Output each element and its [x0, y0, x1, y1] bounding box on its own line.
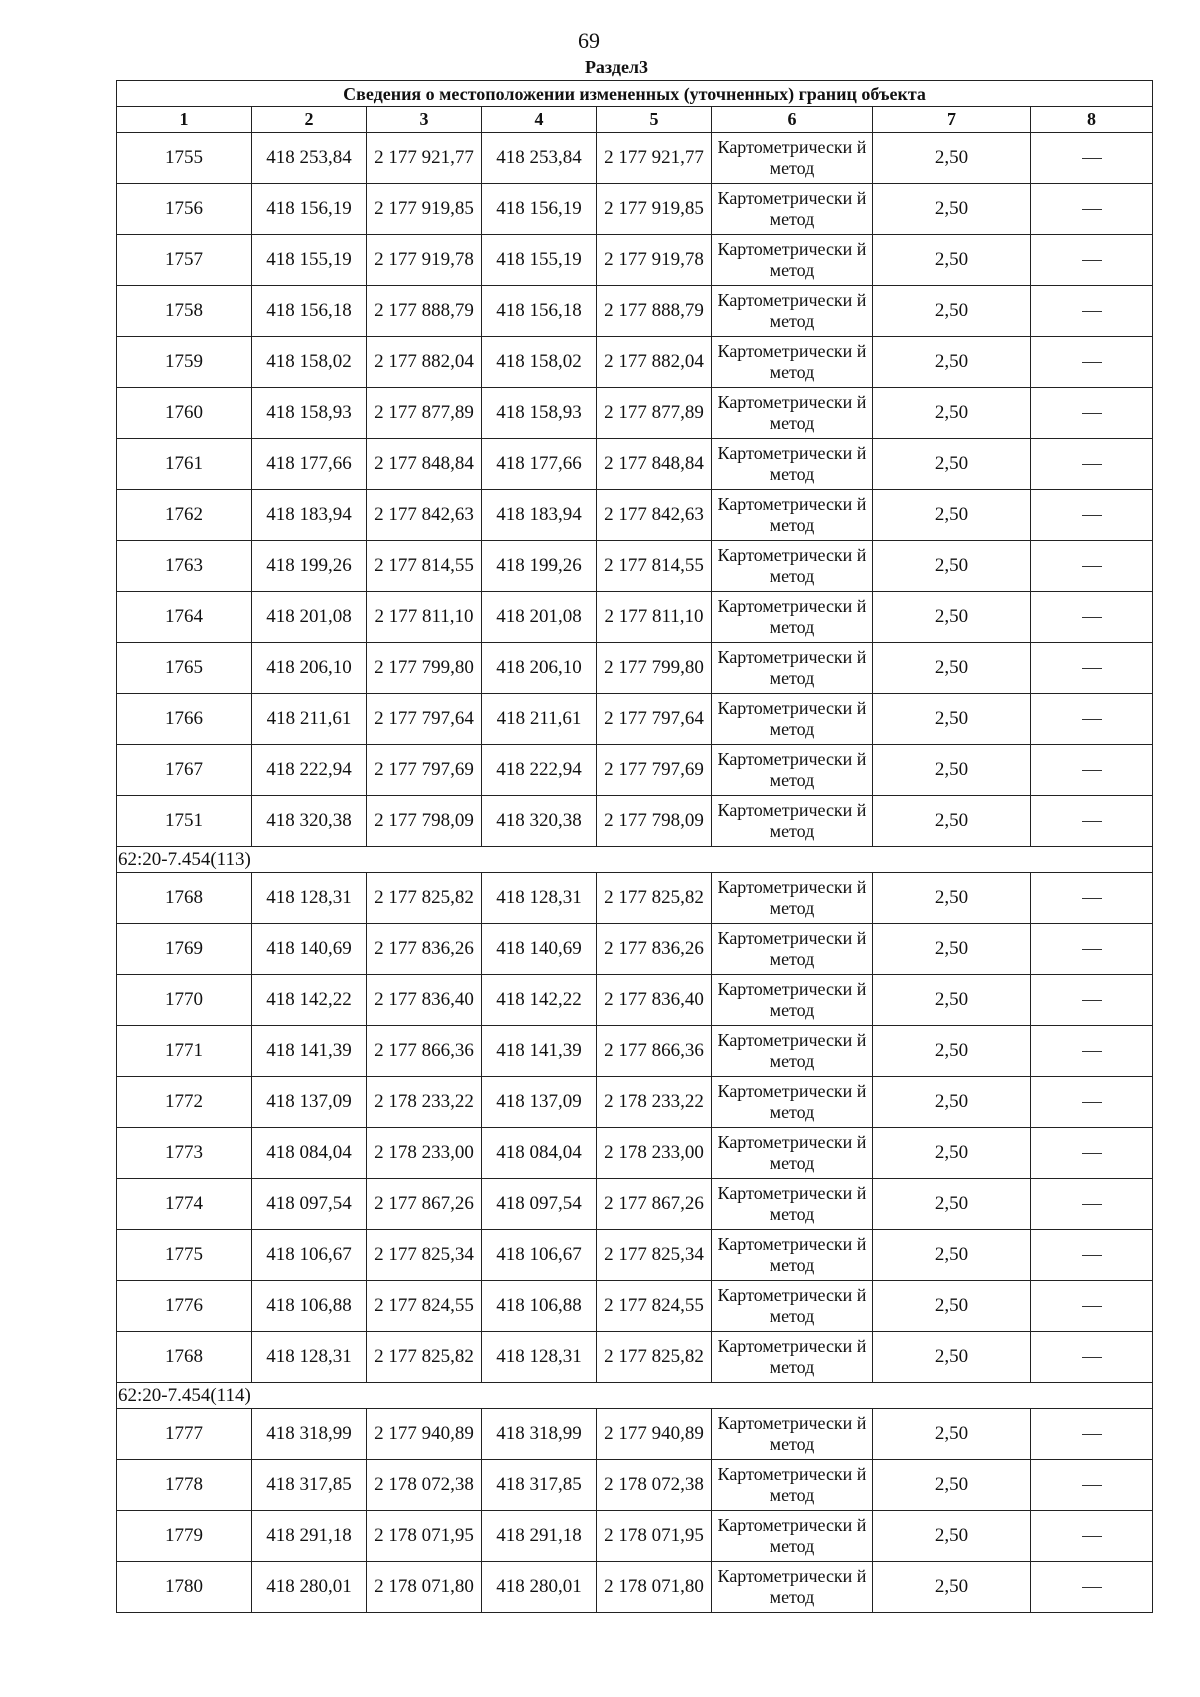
table-row [117, 694, 1153, 745]
table-row [117, 439, 1153, 490]
dash-mark [1082, 362, 1102, 363]
table-cell: Картометрически й метод [712, 1026, 873, 1077]
empty-value-cell [1031, 1077, 1153, 1128]
table-cell: 2,50 [873, 796, 1031, 847]
table-cell: 2 177 848,84 [597, 439, 712, 490]
table-cell: 418 155,19 [482, 235, 597, 286]
table-cell: 418 177,66 [482, 439, 597, 490]
table-cell: 418 156,18 [252, 286, 367, 337]
table-cell: 2 177 797,69 [597, 745, 712, 796]
dash-mark [1082, 1357, 1102, 1358]
table-cell: 2 177 798,09 [367, 796, 482, 847]
table-row [117, 1281, 1153, 1332]
table-cell: 2,50 [873, 1077, 1031, 1128]
table-cell: 2 177 919,78 [597, 235, 712, 286]
table-cell: 418 158,02 [482, 337, 597, 388]
table-cell: 418 211,61 [482, 694, 597, 745]
empty-value-cell [1031, 184, 1153, 235]
table-cell: 1761 [117, 439, 252, 490]
table-cell: 1780 [117, 1562, 252, 1613]
table-cell: 2 177 799,80 [597, 643, 712, 694]
empty-value-cell [1031, 1128, 1153, 1179]
table-cell: 418 128,31 [482, 873, 597, 924]
table-cell: 1771 [117, 1026, 252, 1077]
table-cell: 2 177 811,10 [597, 592, 712, 643]
table-cell: 418 128,31 [482, 1332, 597, 1383]
table-cell: 2 178 071,95 [597, 1511, 712, 1562]
table-cell: 1773 [117, 1128, 252, 1179]
table-cell: 418 140,69 [252, 924, 367, 975]
table-cell: 2,50 [873, 1179, 1031, 1230]
dash-mark [1082, 311, 1102, 312]
table-cell: 418 183,94 [482, 490, 597, 541]
column-header: 2 [252, 107, 367, 133]
dash-mark [1082, 1204, 1102, 1205]
table-cell: 2 177 842,63 [597, 490, 712, 541]
table-cell: 2,50 [873, 975, 1031, 1026]
table-cell: 418 106,88 [482, 1281, 597, 1332]
table-cell: 418 158,02 [252, 337, 367, 388]
empty-value-cell [1031, 592, 1153, 643]
empty-value-cell [1031, 1230, 1153, 1281]
empty-value-cell [1031, 643, 1153, 694]
empty-value-cell [1031, 337, 1153, 388]
table-cell: 1768 [117, 1332, 252, 1383]
table-cell: Картометрически й метод [712, 643, 873, 694]
empty-value-cell [1031, 924, 1153, 975]
table-cell: 1767 [117, 745, 252, 796]
table-cell: 2 177 836,40 [597, 975, 712, 1026]
table-cell: 2 177 940,89 [367, 1409, 482, 1460]
table-cell: 418 211,61 [252, 694, 367, 745]
table-cell: 2 177 825,82 [367, 1332, 482, 1383]
table-cell: 1757 [117, 235, 252, 286]
table-cell: 2,50 [873, 388, 1031, 439]
table-row [117, 924, 1153, 975]
table-row [117, 1026, 1153, 1077]
table-cell: Картометрически й метод [712, 490, 873, 541]
table-cell: Картометрически й метод [712, 873, 873, 924]
table-cell: 2 177 866,36 [597, 1026, 712, 1077]
table-cell: Картометрически й метод [712, 1179, 873, 1230]
table-cell: 418 128,31 [252, 873, 367, 924]
dash-mark [1082, 719, 1102, 720]
table-cell: 2,50 [873, 1409, 1031, 1460]
table-cell: 2 178 072,38 [367, 1460, 482, 1511]
table-cell: 1776 [117, 1281, 252, 1332]
empty-value-cell [1031, 873, 1153, 924]
table-row [117, 1409, 1153, 1460]
group-header-row [117, 1383, 1153, 1409]
table-row [117, 592, 1153, 643]
empty-value-cell [1031, 1562, 1153, 1613]
table-cell: 2 177 888,79 [597, 286, 712, 337]
table-cell: 1760 [117, 388, 252, 439]
table-cell: 418 280,01 [252, 1562, 367, 1613]
table-cell: 2 178 071,80 [597, 1562, 712, 1613]
group-label: 62:20-7.454(114) [117, 1383, 1153, 1409]
table-cell: 418 158,93 [252, 388, 367, 439]
dash-mark [1082, 898, 1102, 899]
table-header-row [117, 107, 1153, 133]
table-cell: 2 177 919,85 [367, 184, 482, 235]
table-cell: Картометрически й метод [712, 924, 873, 975]
table-cell: 418 140,69 [482, 924, 597, 975]
section-title: Раздел3 [584, 57, 649, 77]
table-row [117, 235, 1153, 286]
empty-value-cell [1031, 694, 1153, 745]
table-cell: 2,50 [873, 1026, 1031, 1077]
table-cell: 2 177 921,77 [597, 133, 712, 184]
table-cell: 2,50 [873, 541, 1031, 592]
table-cell: Картометрически й метод [712, 439, 873, 490]
table-cell: 418 183,94 [252, 490, 367, 541]
table-cell: 1764 [117, 592, 252, 643]
table-cell: 2 178 233,22 [367, 1077, 482, 1128]
table-cell: Картометрически й метод [712, 745, 873, 796]
table-cell: 418 222,94 [482, 745, 597, 796]
table-cell: 418 222,94 [252, 745, 367, 796]
dash-mark [1082, 413, 1102, 414]
dash-mark [1082, 464, 1102, 465]
table-cell: 418 317,85 [252, 1460, 367, 1511]
empty-value-cell [1031, 796, 1153, 847]
table-cell: 418 141,39 [252, 1026, 367, 1077]
table-cell: 418 199,26 [482, 541, 597, 592]
table-cell: 1755 [117, 133, 252, 184]
table-cell: 1751 [117, 796, 252, 847]
dash-mark [1082, 617, 1102, 618]
table-row [117, 388, 1153, 439]
table-cell: 418 142,22 [482, 975, 597, 1026]
table-cell: 2,50 [873, 439, 1031, 490]
table-cell: 418 199,26 [252, 541, 367, 592]
table-cell: 1772 [117, 1077, 252, 1128]
empty-value-cell [1031, 388, 1153, 439]
table-cell: 2,50 [873, 924, 1031, 975]
table-cell: 418 097,54 [252, 1179, 367, 1230]
column-header: 1 [117, 107, 252, 133]
table-cell: 418 158,93 [482, 388, 597, 439]
table-cell: Картометрически й метод [712, 1460, 873, 1511]
table-cell: Картометрически й метод [712, 235, 873, 286]
table-cell: Картометрически й метод [712, 1332, 873, 1383]
table-cell: 1765 [117, 643, 252, 694]
table-cell: 418 106,67 [482, 1230, 597, 1281]
table-cell: 2,50 [873, 1281, 1031, 1332]
table-cell: Картометрически й метод [712, 1281, 873, 1332]
table-cell: 418 128,31 [252, 1332, 367, 1383]
table-cell: 2,50 [873, 643, 1031, 694]
table-cell: 2 177 797,69 [367, 745, 482, 796]
table-cell: 418 317,85 [482, 1460, 597, 1511]
table-cell: 2 177 836,26 [367, 924, 482, 975]
table-cell: 2 177 866,36 [367, 1026, 482, 1077]
table-row [117, 1230, 1153, 1281]
table-cell: Картометрически й метод [712, 1230, 873, 1281]
empty-value-cell [1031, 133, 1153, 184]
table-cell: 418 106,67 [252, 1230, 367, 1281]
table-row [117, 1128, 1153, 1179]
table-cell: 2,50 [873, 490, 1031, 541]
table-caption: Сведения о местоположении измененных (уточненных) границ объекта [117, 81, 1153, 107]
dash-mark [1082, 1153, 1102, 1154]
table-cell: 1762 [117, 490, 252, 541]
table-cell: 2,50 [873, 1511, 1031, 1562]
empty-value-cell [1031, 439, 1153, 490]
table-cell: 2 177 919,78 [367, 235, 482, 286]
table-cell: 2,50 [873, 133, 1031, 184]
table-cell: 2 177 814,55 [367, 541, 482, 592]
table-cell: 2 177 814,55 [597, 541, 712, 592]
empty-value-cell [1031, 1460, 1153, 1511]
table-cell: 418 318,99 [252, 1409, 367, 1460]
table-cell: 2 177 882,04 [367, 337, 482, 388]
table-cell: Картометрически й метод [712, 1077, 873, 1128]
dash-mark [1082, 1102, 1102, 1103]
dash-mark [1082, 566, 1102, 567]
table-cell: 418 177,66 [252, 439, 367, 490]
table-cell: Картометрически й метод [712, 1511, 873, 1562]
table-cell: 2 177 848,84 [367, 439, 482, 490]
table-cell: Картометрически й метод [712, 541, 873, 592]
boundary-table [116, 80, 1153, 1613]
table-cell: 2 177 797,64 [367, 694, 482, 745]
table-cell: 418 155,19 [252, 235, 367, 286]
table-cell: 2 177 882,04 [597, 337, 712, 388]
table-cell: 2 177 921,77 [367, 133, 482, 184]
dash-mark [1082, 1587, 1102, 1588]
table-cell: 2,50 [873, 337, 1031, 388]
table-cell: 418 206,10 [252, 643, 367, 694]
table-cell: 2 177 940,89 [597, 1409, 712, 1460]
table-cell: 2 177 798,09 [597, 796, 712, 847]
table-cell: 2,50 [873, 694, 1031, 745]
table-body [117, 133, 1153, 1613]
table-cell: 2,50 [873, 1128, 1031, 1179]
table-cell: 418 137,09 [482, 1077, 597, 1128]
table-row [117, 1179, 1153, 1230]
table-cell: 2 177 825,82 [367, 873, 482, 924]
table-cell: 1779 [117, 1511, 252, 1562]
table-cell: 2 178 071,95 [367, 1511, 482, 1562]
table-cell: 2 177 825,34 [597, 1230, 712, 1281]
table-cell: 1763 [117, 541, 252, 592]
empty-value-cell [1031, 1179, 1153, 1230]
table-cell: 2 177 836,26 [597, 924, 712, 975]
table-cell: 1777 [117, 1409, 252, 1460]
table-cell: 2 177 842,63 [367, 490, 482, 541]
table-cell: 418 156,18 [482, 286, 597, 337]
table-cell: 2 177 825,82 [597, 873, 712, 924]
page-number: 69 [578, 28, 600, 53]
empty-value-cell [1031, 975, 1153, 1026]
table-cell: 418 291,18 [482, 1511, 597, 1562]
table-row [117, 643, 1153, 694]
column-header: 7 [873, 107, 1031, 133]
table-cell: Картометрически й метод [712, 337, 873, 388]
empty-value-cell [1031, 490, 1153, 541]
table-cell: 1775 [117, 1230, 252, 1281]
table-cell: 2 177 877,89 [367, 388, 482, 439]
table-cell: 418 156,19 [482, 184, 597, 235]
table-cell: 2,50 [873, 286, 1031, 337]
empty-value-cell [1031, 1511, 1153, 1562]
dash-mark [1082, 668, 1102, 669]
table-cell: 418 084,04 [482, 1128, 597, 1179]
empty-value-cell [1031, 286, 1153, 337]
dash-mark [1082, 1000, 1102, 1001]
table-cell: 418 084,04 [252, 1128, 367, 1179]
table-cell: 418 142,22 [252, 975, 367, 1026]
table-cell: 2 177 919,85 [597, 184, 712, 235]
table-row [117, 1460, 1153, 1511]
table-cell: 418 201,08 [482, 592, 597, 643]
table-cell: 2 177 811,10 [367, 592, 482, 643]
table-row [117, 1332, 1153, 1383]
table-cell: 1770 [117, 975, 252, 1026]
table-row [117, 337, 1153, 388]
empty-value-cell [1031, 541, 1153, 592]
table-cell: 2 177 799,80 [367, 643, 482, 694]
table-cell: Картометрически й метод [712, 1128, 873, 1179]
table-cell: Картометрически й метод [712, 796, 873, 847]
table-cell: 418 141,39 [482, 1026, 597, 1077]
dash-mark [1082, 158, 1102, 159]
table-cell: 418 201,08 [252, 592, 367, 643]
table-cell: 2 178 233,22 [597, 1077, 712, 1128]
table-cell: 1756 [117, 184, 252, 235]
table-cell: 2 177 836,40 [367, 975, 482, 1026]
table-cell: 418 106,88 [252, 1281, 367, 1332]
column-header: 8 [1031, 107, 1153, 133]
empty-value-cell [1031, 1281, 1153, 1332]
table-cell: 1778 [117, 1460, 252, 1511]
column-header: 5 [597, 107, 712, 133]
table-cell: 418 318,99 [482, 1409, 597, 1460]
table-cell: 2,50 [873, 235, 1031, 286]
table-cell: 2 178 233,00 [597, 1128, 712, 1179]
dash-mark [1082, 209, 1102, 210]
column-header: 3 [367, 107, 482, 133]
table-cell: 1768 [117, 873, 252, 924]
table-cell: 418 097,54 [482, 1179, 597, 1230]
dash-mark [1082, 1255, 1102, 1256]
dash-mark [1082, 515, 1102, 516]
table-cell: 1769 [117, 924, 252, 975]
table-cell: 2 177 825,82 [597, 1332, 712, 1383]
group-header-row [117, 847, 1153, 873]
table-cell: 2,50 [873, 1460, 1031, 1511]
column-header: 6 [712, 107, 873, 133]
group-label: 62:20-7.454(113) [117, 847, 1153, 873]
dash-mark [1082, 770, 1102, 771]
table-row [117, 745, 1153, 796]
table-cell: 2,50 [873, 1332, 1031, 1383]
dash-mark [1082, 821, 1102, 822]
table-cell: 418 320,38 [252, 796, 367, 847]
table-cell: 2 177 867,26 [597, 1179, 712, 1230]
table-cell: 1759 [117, 337, 252, 388]
table-row [117, 490, 1153, 541]
table-cell: 2,50 [873, 184, 1031, 235]
table-cell: Картометрически й метод [712, 286, 873, 337]
table-row [117, 1511, 1153, 1562]
dash-mark [1082, 1536, 1102, 1537]
table-cell: Картометрически й метод [712, 388, 873, 439]
table-cell: 2 177 824,55 [367, 1281, 482, 1332]
table-cell: Картометрически й метод [712, 1409, 873, 1460]
column-header: 4 [482, 107, 597, 133]
table-cell: 1758 [117, 286, 252, 337]
empty-value-cell [1031, 1409, 1153, 1460]
table-row [117, 873, 1153, 924]
table-cell: 418 280,01 [482, 1562, 597, 1613]
table-cell: Картометрически й метод [712, 1562, 873, 1613]
table-cell: 418 320,38 [482, 796, 597, 847]
table-row [117, 541, 1153, 592]
table-cell: 2 177 824,55 [597, 1281, 712, 1332]
table-row [117, 1562, 1153, 1613]
table-cell: 1774 [117, 1179, 252, 1230]
table-cell: 2 178 072,38 [597, 1460, 712, 1511]
table-cell: Картометрически й метод [712, 133, 873, 184]
empty-value-cell [1031, 235, 1153, 286]
table-cell: 2,50 [873, 1562, 1031, 1613]
table-cell: 418 253,84 [252, 133, 367, 184]
table-cell: 2 177 825,34 [367, 1230, 482, 1281]
table-row [117, 133, 1153, 184]
empty-value-cell [1031, 745, 1153, 796]
dash-mark [1082, 1306, 1102, 1307]
table-cell: 418 137,09 [252, 1077, 367, 1128]
table-cell: 418 156,19 [252, 184, 367, 235]
dash-mark [1082, 949, 1102, 950]
table-cell: 2 177 867,26 [367, 1179, 482, 1230]
empty-value-cell [1031, 1026, 1153, 1077]
table-row [117, 184, 1153, 235]
table-cell: Картометрически й метод [712, 694, 873, 745]
table-cell: 418 291,18 [252, 1511, 367, 1562]
empty-value-cell [1031, 1332, 1153, 1383]
table-row [117, 975, 1153, 1026]
table-cell: 418 253,84 [482, 133, 597, 184]
table-cell: 2,50 [873, 873, 1031, 924]
table-cell: 2,50 [873, 592, 1031, 643]
table-cell: 1766 [117, 694, 252, 745]
table-cell: Картометрически й метод [712, 184, 873, 235]
table-row [117, 796, 1153, 847]
table-cell: 2 177 888,79 [367, 286, 482, 337]
table-cell: 418 206,10 [482, 643, 597, 694]
table-row [117, 1077, 1153, 1128]
dash-mark [1082, 260, 1102, 261]
table-caption-row [117, 81, 1153, 107]
table-cell: Картометрически й метод [712, 592, 873, 643]
table-cell: Картометрически й метод [712, 975, 873, 1026]
table-cell: 2 178 233,00 [367, 1128, 482, 1179]
table-cell: 2,50 [873, 745, 1031, 796]
table-cell: 2,50 [873, 1230, 1031, 1281]
table-cell: 2 178 071,80 [367, 1562, 482, 1613]
table-row [117, 286, 1153, 337]
table-cell: 2 177 877,89 [597, 388, 712, 439]
dash-mark [1082, 1434, 1102, 1435]
dash-mark [1082, 1485, 1102, 1486]
table-cell: 2 177 797,64 [597, 694, 712, 745]
dash-mark [1082, 1051, 1102, 1052]
